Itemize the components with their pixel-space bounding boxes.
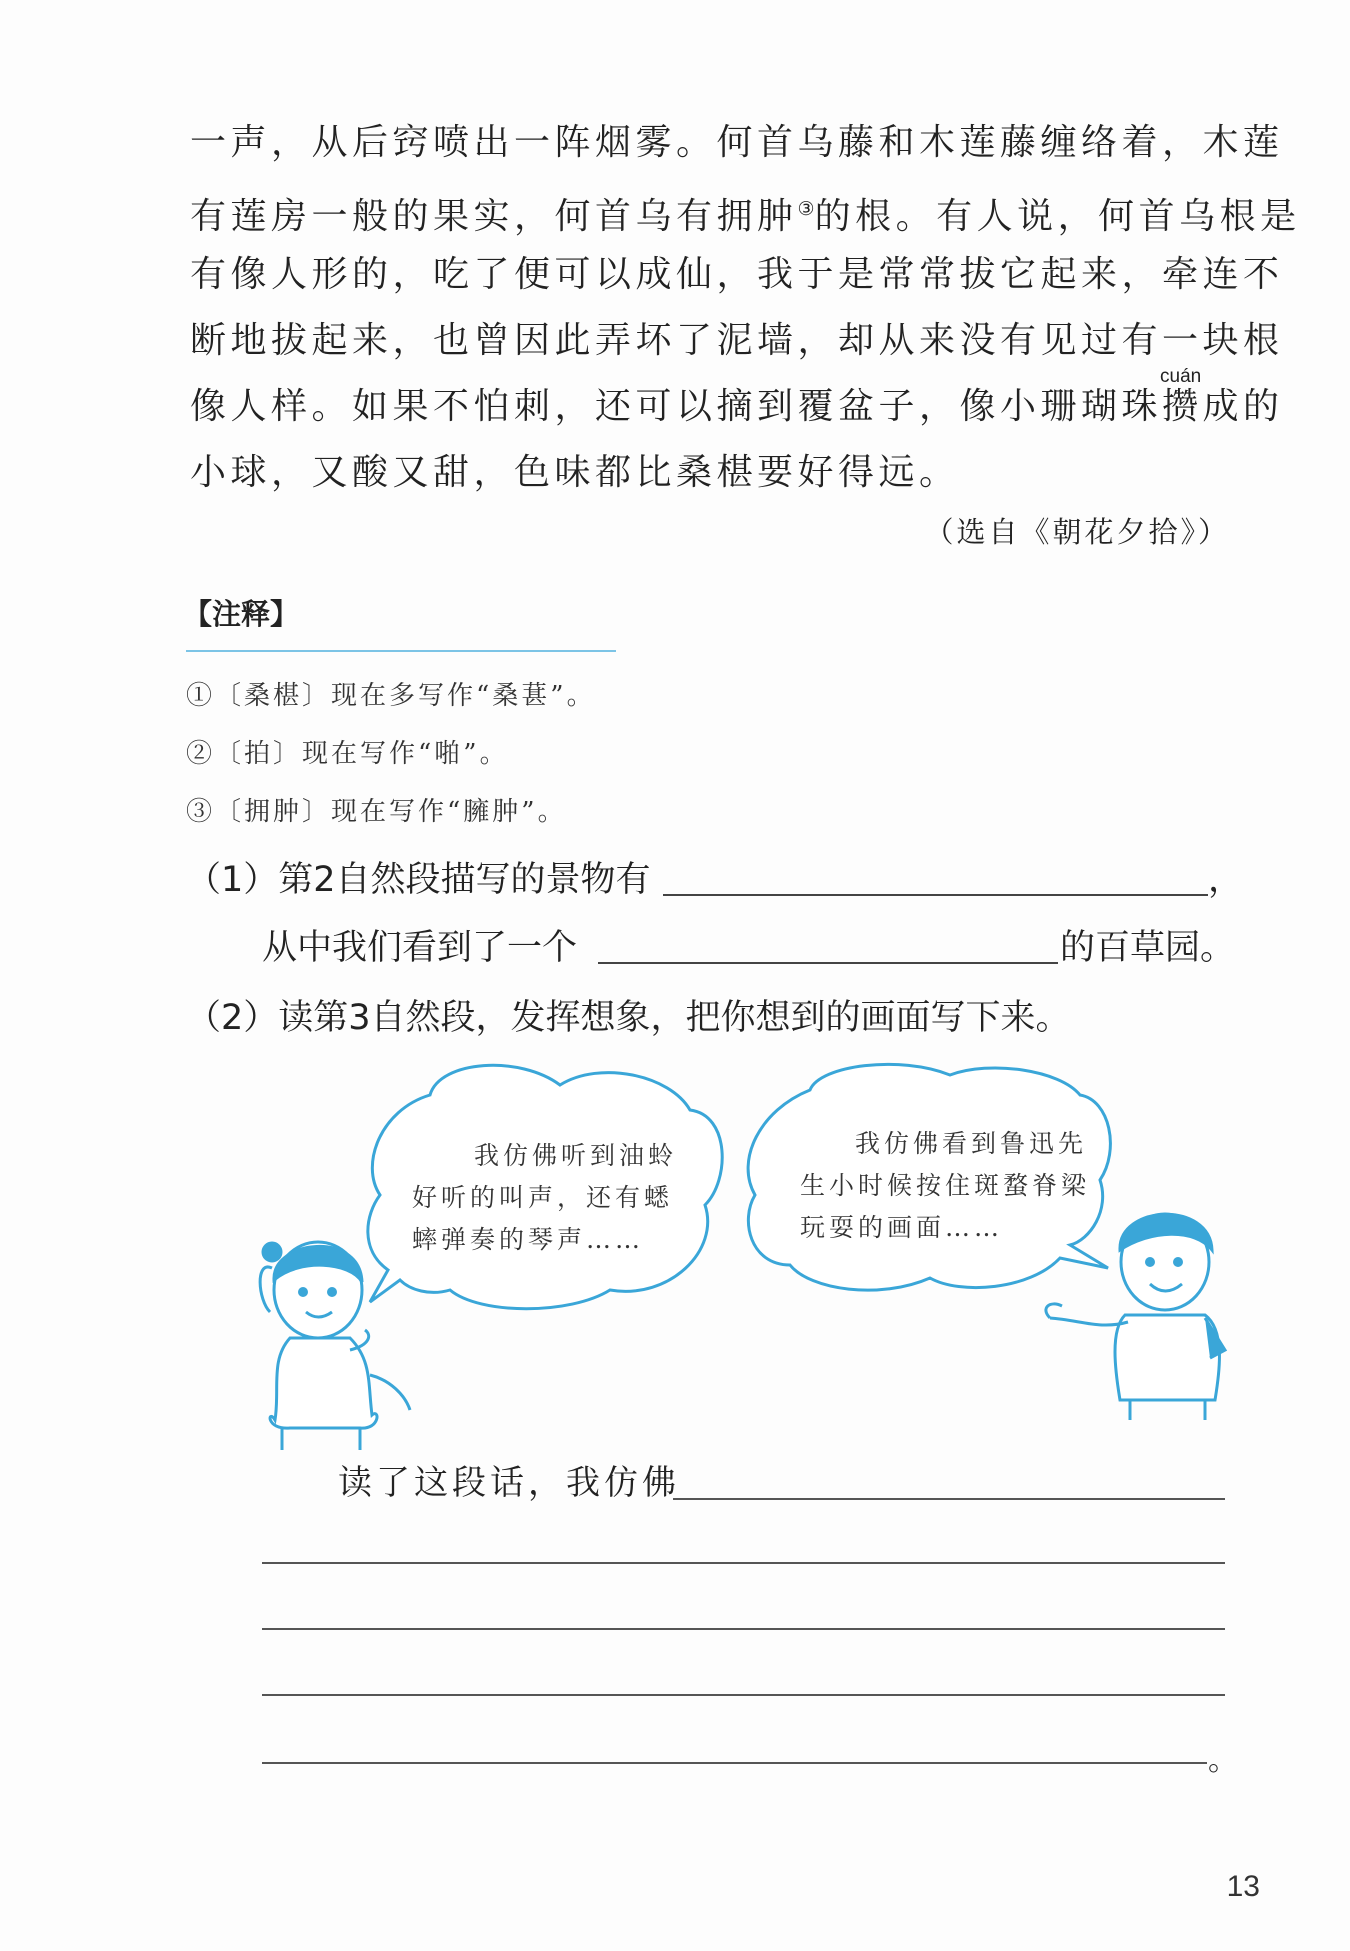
passage-line: 一声，从后窍喷出一阵烟雾。何首乌藤和木莲藤缠络着，木莲 xyxy=(190,122,1284,163)
writing-end-mark: 。 xyxy=(1208,1743,1238,1778)
note-item: ③〔拥肿〕现在写作“臃肿”。 xyxy=(186,797,567,827)
footnote-marker: ③ xyxy=(797,198,815,220)
note-item: ①〔桑椹〕现在多写作“桑葚”。 xyxy=(186,681,596,711)
girl-bubble-line: 我仿佛听到油蛉 xyxy=(474,1141,678,1170)
passage-line: 小球，又酸又甜，色味都比桑椹要好得远。 xyxy=(190,452,960,493)
writing-line[interactable] xyxy=(262,1694,1225,1696)
writing-line[interactable] xyxy=(262,1562,1225,1564)
passage-text: 像人样。如果不怕刺，还可以摘到覆盆子，像小珊瑚珠 xyxy=(190,386,1163,427)
girl-bubble-line: 蟀弹奏的琴声…… xyxy=(412,1225,645,1254)
boy-bubble-line: 玩耍的画面…… xyxy=(800,1213,1004,1242)
question-2: （2）读第3自然段，发挥想象，把你想到的画面写下来。 xyxy=(186,998,1071,1038)
ruby-base: 攒 xyxy=(1162,386,1203,427)
girl-bubble-line: 好听的叫声，还有蟋 xyxy=(412,1183,674,1212)
writing-line[interactable] xyxy=(262,1628,1225,1630)
boy-bubble-line: 我仿佛看到鲁迅先 xyxy=(855,1129,1088,1158)
note-item: ②〔拍〕现在写作“啪”。 xyxy=(186,739,509,769)
passage-text: 有莲房一般的果实，何首乌有拥肿 xyxy=(190,196,798,237)
notes-title: 【注释】 xyxy=(183,597,300,631)
writing-line[interactable] xyxy=(673,1498,1225,1500)
question-1-suffix: 的百草园。 xyxy=(1060,928,1236,968)
passage-source: （选自《朝花夕拾》） xyxy=(924,515,1230,549)
passage-line: 有像人形的，吃了便可以成仙，我于是常常拔它起来，牵连不 xyxy=(190,254,1284,295)
writing-line[interactable] xyxy=(262,1762,1207,1764)
writing-prompt: 读了这段话，我仿佛 xyxy=(338,1463,680,1503)
question-1-line2: 从中我们看到了一个 xyxy=(262,928,578,968)
passage-text: 成的 xyxy=(1202,386,1284,427)
passage-line: 断地拔起来，也曾因此弄坏了泥墙，却从来没有见过有一块根 xyxy=(190,320,1284,361)
question-1: （1）第2自然段描写的景物有 xyxy=(186,860,651,900)
boy-bubble-line: 生小时候按住斑蝥脊梁 xyxy=(800,1171,1091,1200)
question-1-comma: ， xyxy=(1208,860,1244,900)
pinyin-annotation: cuán xyxy=(1160,366,1202,387)
passage-text: 的根。有人说，何首乌根是 xyxy=(814,196,1301,237)
page-number: 13 xyxy=(1226,1870,1260,1903)
